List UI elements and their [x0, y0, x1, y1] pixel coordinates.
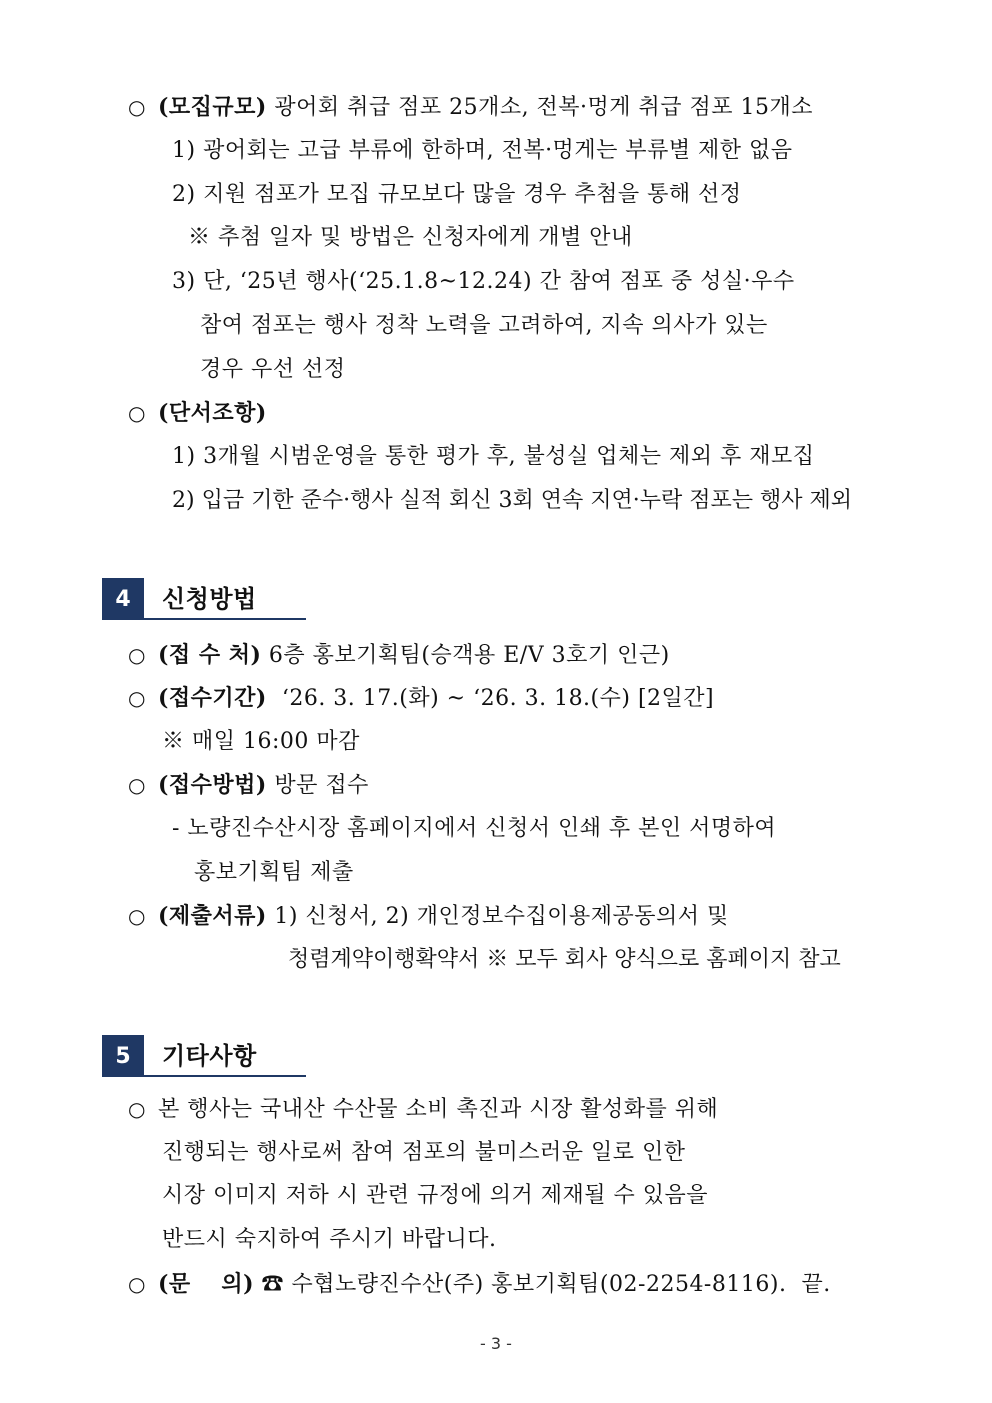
- docs-label: (제출서류): [158, 903, 267, 929]
- notice-line-3: 시장 이미지 저하 시 관련 규정에 의거 제재될 수 있음을: [162, 1183, 708, 1208]
- recruit-item-1: 1) 광어회는 고급 부류에 한하며, 전복·멍게는 부류별 제한 없음: [172, 138, 793, 163]
- recruit-row: [128, 92, 813, 123]
- bullet-icon: ○: [128, 401, 146, 425]
- section-rule: [102, 618, 306, 620]
- section-rule: [102, 1075, 306, 1077]
- method-label: (접수방법): [158, 772, 267, 798]
- place-text: 6층 홍보기획팀(승객용 E/V 3호기 인근): [268, 643, 670, 668]
- recruit-item-3-line-2: 참여 점포는 행사 정착 노력을 고려하여, 지속 의사가 있는: [200, 313, 768, 338]
- section-title: 신청방법: [162, 585, 257, 613]
- method-text: 방문 접수: [274, 773, 369, 798]
- clause-label: (단서조항): [158, 400, 267, 426]
- contact-label: (문 의): [158, 1271, 254, 1297]
- period-note: ※ 매일 16:00 마감: [162, 729, 360, 754]
- docs-line-2: 청렴계약이행확약서 ※ 모두 회사 양식으로 홈페이지 참고: [288, 947, 841, 972]
- recruit-note: ※ 추첨 일자 및 방법은 신청자에게 개별 안내: [188, 225, 633, 250]
- method-row: [128, 770, 369, 801]
- bullet-icon: ○: [128, 95, 146, 119]
- place-row: [128, 640, 670, 671]
- section-5-header: [102, 1035, 306, 1077]
- clause-item-2: 2) 입금 기한 준수·행사 실적 회신 3회 연속 지연·누락 점포는 행사 제외: [172, 488, 853, 513]
- phone-icon: ☎: [261, 1272, 284, 1297]
- recruit-item-3-line-3: 경우 우선 선정: [200, 357, 346, 382]
- bullet-icon: ○: [128, 686, 146, 710]
- period-row: [128, 683, 714, 714]
- clause-row: [128, 398, 267, 429]
- period-label: (접수기간): [158, 685, 267, 711]
- clause-item-1: 1) 3개월 시범운영을 통한 평가 후, 불성실 업체는 제외 후 재모집: [172, 444, 815, 469]
- docs-text: 1) 신청서, 2) 개인정보수집이용제공동의서 및: [274, 904, 729, 929]
- section-number: 4: [102, 578, 144, 620]
- bullet-icon: ○: [128, 643, 146, 667]
- recruit-item-2: 2) 지원 점포가 모집 규모보다 많을 경우 추첨을 통해 선정: [172, 182, 742, 207]
- notice-line-4: 반드시 숙지하여 주시기 바랍니다.: [162, 1227, 497, 1252]
- method-sub-line-1: - 노량진수산시장 홈페이지에서 신청서 인쇄 후 본인 서명하여: [172, 816, 777, 841]
- bullet-icon: ○: [128, 1097, 146, 1121]
- notice-line-1: 본 행사는 국내산 수산물 소비 촉진과 시장 활성화를 위해: [158, 1097, 719, 1122]
- period-text: ‘26. 3. 17.(화) ~ ‘26. 3. 18.(수) [2일간]: [281, 686, 715, 711]
- recruit-text: 광어회 취급 점포 25개소, 전복·멍게 취급 점포 15개소: [274, 95, 814, 120]
- contact-row: [128, 1269, 831, 1300]
- place-label: (접 수 처): [158, 642, 262, 668]
- page-number: - 3 -: [480, 1334, 512, 1353]
- bullet-icon: ○: [128, 773, 146, 797]
- section-4-header: [102, 578, 306, 620]
- section-title: 기타사항: [162, 1042, 257, 1070]
- bullet-icon: ○: [128, 904, 146, 928]
- section-number: 5: [102, 1035, 144, 1077]
- notice-row: [128, 1094, 718, 1125]
- recruit-item-3-line-1: 3) 단, ‘25년 행사(‘25.1.8~12.24) 간 참여 점포 중 성실·우수: [172, 269, 795, 294]
- notice-line-2: 진행되는 행사로써 참여 점포의 불미스러운 일로 인한: [162, 1140, 686, 1165]
- docs-row: [128, 901, 729, 932]
- method-sub-line-2: 홍보기획팀 제출: [194, 860, 354, 885]
- bullet-icon: ○: [128, 1272, 146, 1296]
- recruit-label: (모집규모): [158, 94, 267, 120]
- end-mark: 끝.: [801, 1272, 831, 1297]
- contact-text: 수협노량진수산(주) 홍보기획팀(02-2254-8116).: [291, 1272, 787, 1297]
